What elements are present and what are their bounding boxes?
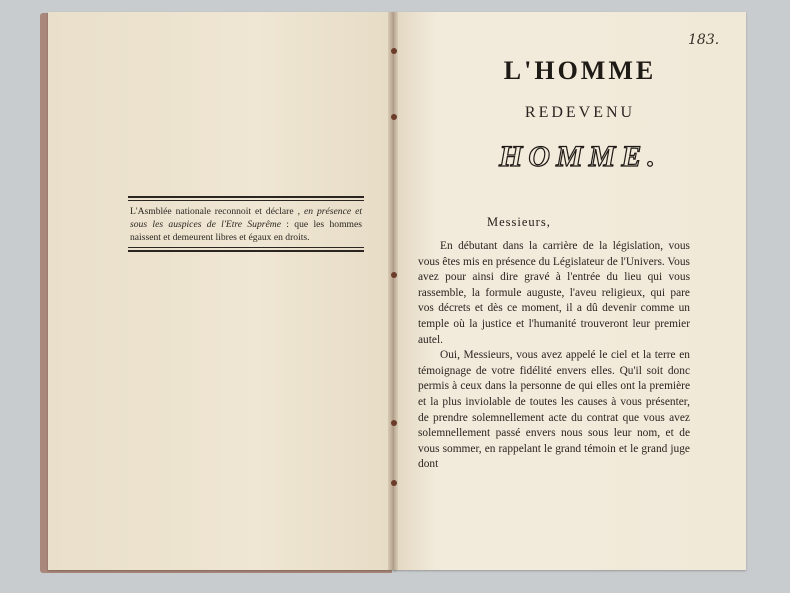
binding-stitch	[391, 48, 397, 54]
body-text	[418, 239, 690, 473]
page-number: 183.	[688, 32, 720, 48]
title-outline: HOMME.	[499, 140, 661, 173]
title-sub: REDEVENU	[524, 104, 636, 121]
paragraph: Oui, Messieurs, vous avez appelé le ciel et la terre en témoignage de votre fidélité envers elles. Qu'il soit donc permis à ceux dans la personne de qui elles ont la première et la plus inviolable de toutes les causes à vous présenter, de prendre solemnellement acte du contrat que vous avez solemnellement passé envers nous sous leur nom, et de vous sommer, en rappelant le grand témoin et le grand juge dont	[418, 349, 690, 471]
motto-frame	[128, 196, 364, 252]
title-main: L'HOMME	[503, 56, 657, 85]
motto-text: L'Asmblée nationale reconnoit et déclare , en présence et sous les auspices de l'Etre Suprême : que les hommes naissent et demeurent libres et égaux en droits.	[130, 206, 362, 243]
book-gutter	[388, 12, 398, 570]
binding-stitch	[391, 114, 397, 120]
left-page	[48, 12, 396, 570]
binding-stitch	[391, 272, 397, 278]
binding-stitch	[391, 480, 397, 486]
binding-stitch	[391, 420, 397, 426]
paragraph: En débutant dans la carrière de la législation, vous vous êtes mis en présence du Législateur de l'Univers. Vous avez pour ainsi dire gravé à l'entrée du lieu qui vous rassemble, la formule auguste, l'aveu religieux, qui pare vos décrets et dès ce moment, il a dû devenir comme un temple où la justice et l'humanité trouveront leur premier autel.	[418, 240, 690, 346]
salutation: Messieurs,	[487, 215, 551, 229]
